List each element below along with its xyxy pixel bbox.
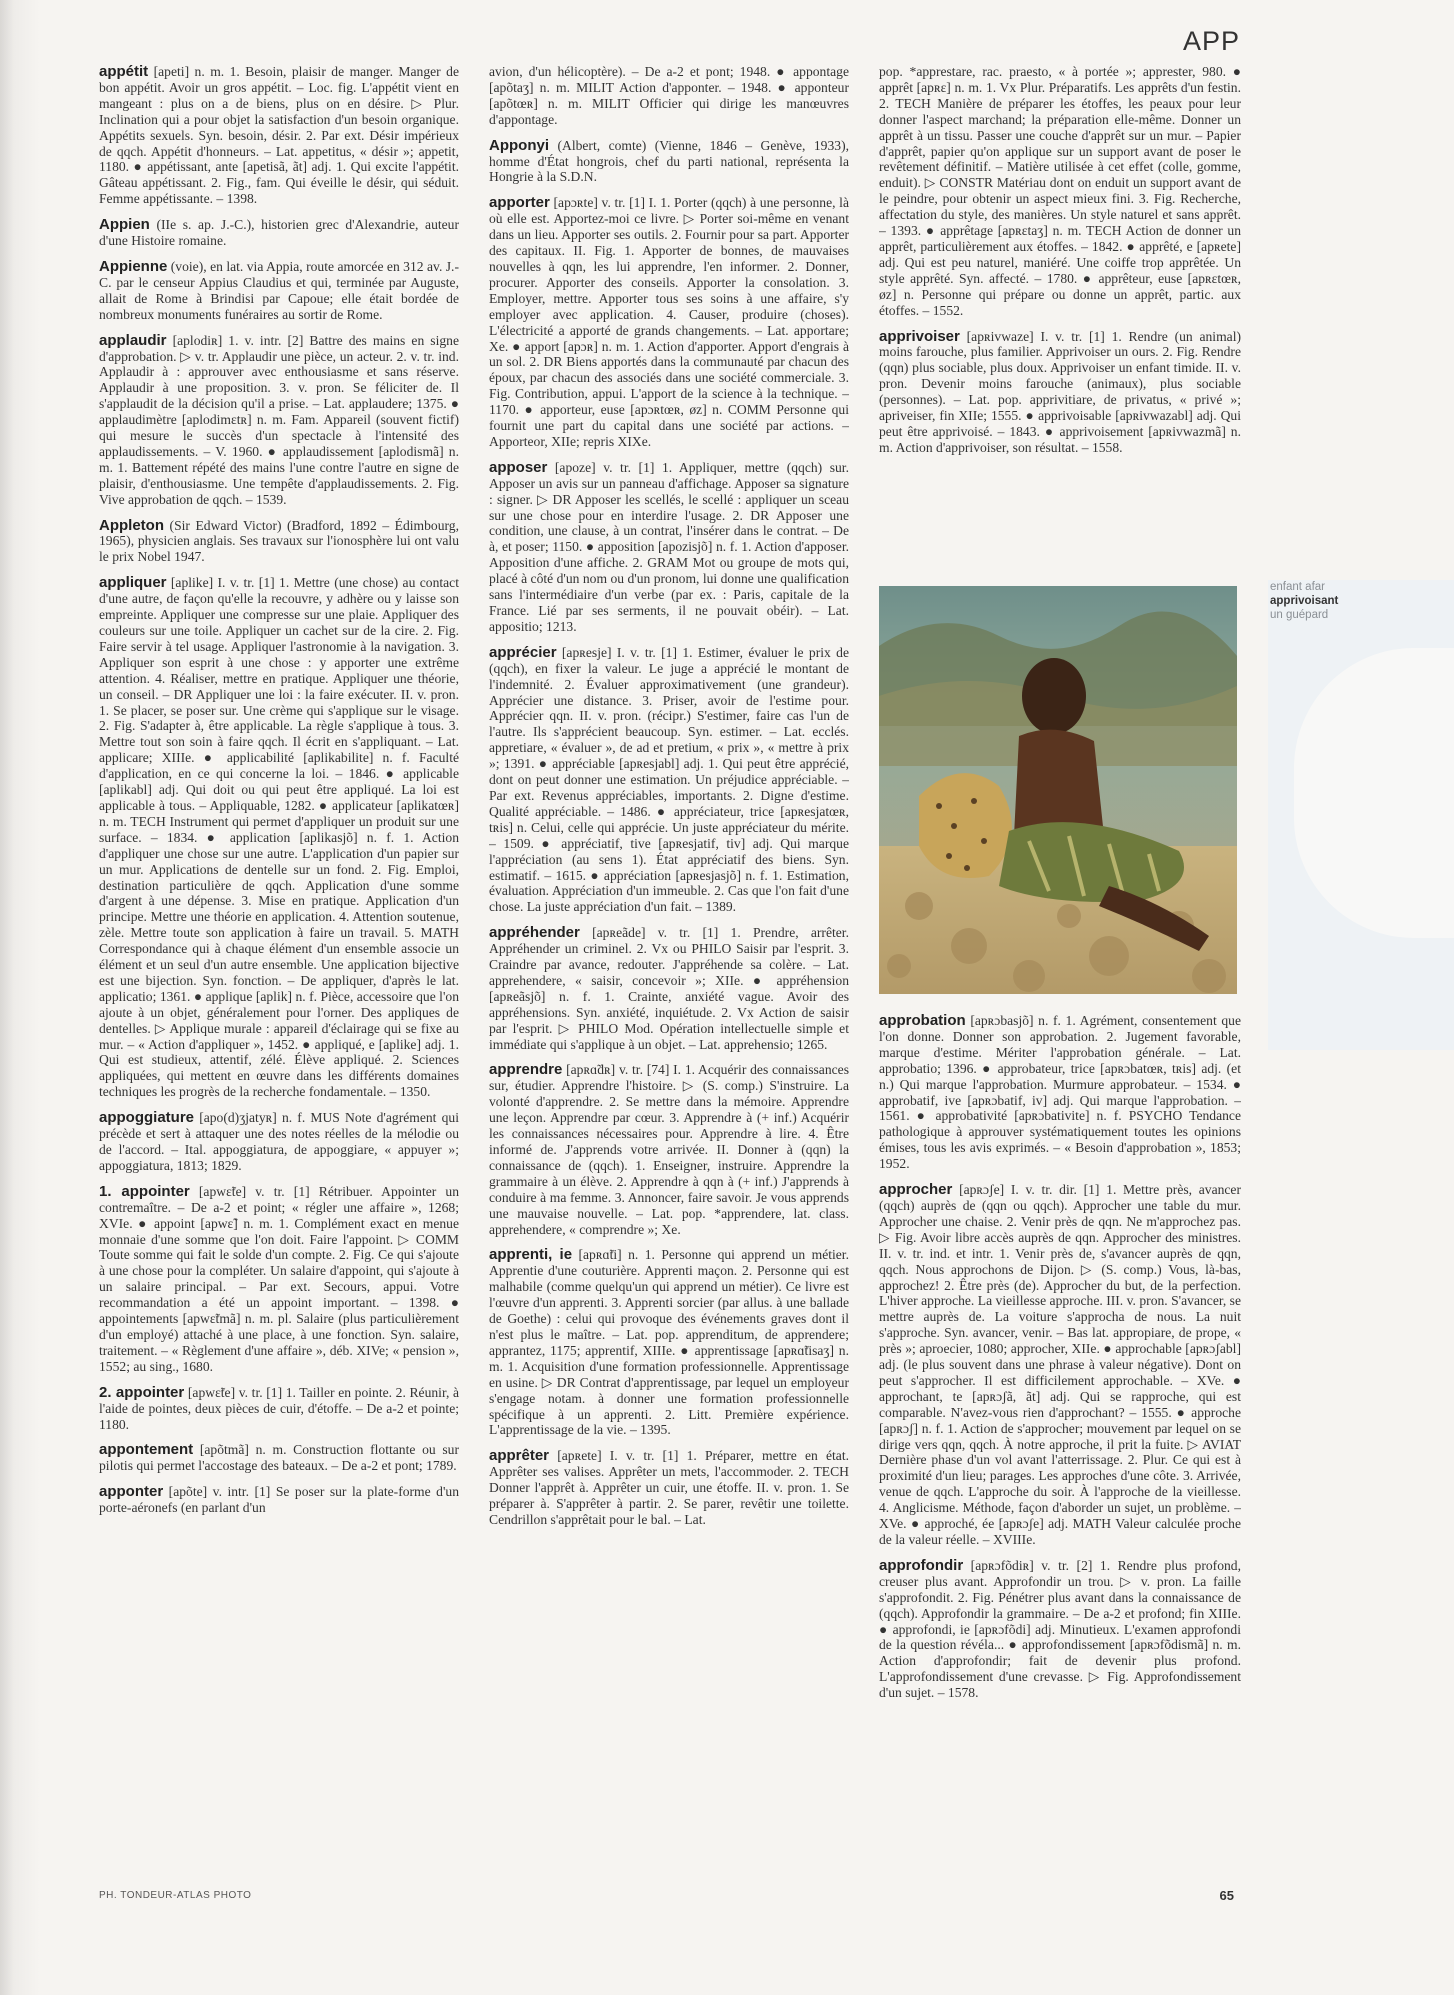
definition-text: [apʀesje] I. v. tr. [1] 1. Estimer, évaluer le prix de (qqch), en fixer la valeur. Le juge a apprécié le montant de l'indemnité. 2. Évaluer approximativement (une grandeur). Apprécier une distance. 3. Priser, avoir de l'estime pour. Apprécier qqn. II. v. pron. (récipr.) S'estimer, faire cas l'un de l'autre. Ils s'apprécient beaucoup. Syn. estimer. – Lat. ecclés. appretiare, « évaluer », de ad et pretium, « prix », « mettre à prix »; 1391. ● appréciable [apʀesjabl] adj. 1. Qui peut être apprécié, dont on peut donner une estimation. Un préjudice appréciable. – Par ext. Revenus appréciables, importants. 2. Digne d'estime. Qualité appréciable. – 1486. ● appréciateur, trice [apʀesjatœʀ, tʀis] n. Celui, celle qui apprécie. Un juste appréciateur du mérite. – 1509. ● appréciatif, tive [apʀesjatif, tiv] adj. Qui marque l'appréciation (au sens 1). État appréciatif des biens. Syn. estimatif. – 1615. ● appréciation [apʀesjasjõ] n. f. 1. Estimation, évaluation. Appréciation d'un immeuble. 2. Cas que l'on fait d'une chose. La juste appréciation d'un fait. – 1389.: [489, 644, 849, 915]
definition-text: [apõtmã] n. m. Construction flottante ou sur pilotis qui permet l'accostage des bateaux. – De a-2 et pont; 1789.: [99, 1442, 459, 1474]
dictionary-entry: [489, 1247, 849, 1438]
definition-text: [apʀɔfõdiʀ] v. tr. [2] 1. Rendre plus profond, creuser plus avant. Approfondir un trou. ▷ v. pron. La faille s'approfondit. 2. Fig. Pénétrer plus avant dans la connaissance de (qqch). Approfondir la grammaire. – De a-2 et profond; fin XIIIe. ● approfondi, ie [apʀɔfõdi] adj. Minutieux. L'examen approfondi de la question révéla... ● approfondissement [apʀɔfõdismã] n. m. Action d'approfondir; fait de devenir plus profond. L'approfondissement d'une crevasse. ▷ Fig. Approfondissement d'un sujet. – 1578.: [879, 1557, 1241, 1701]
dictionary-entry: [99, 518, 459, 566]
definition-text: (IIe s. ap. J.-C.), historien grec d'Alexandrie, auteur d'une Histoire romaine.: [99, 217, 459, 249]
dictionary-entry: [489, 1448, 849, 1528]
definition-text: [apeti] n. m. 1. Besoin, plaisir de manger. Manger de bon appétit. Avoir un gros appétit. – Loc. fig. L'appétit vient en mangeant : plus on a de biens, plus on en désire. ▷ Plur. Inclination qui a pour objet la satisfaction d'un besoin organique. Appétits sexuels. Syn. besoin, désir. 2. Par ext. Désir impérieux de qqch. Appétit d'honneurs. – Lat. appetitus, « désir »; appetit, 1180. ● appétissant, ante [apetisã, ãt] adj. 1. Qui excite l'appétit. Gâteau appétissant. 2. Fig., fam. Qui éveille le désir, qui séduit. Femme appétissante. – 1398.: [99, 64, 459, 207]
dictionary-entry: [99, 1484, 459, 1516]
definition-text: [apʀeãde] v. tr. [1] 1. Prendre, arrêter. Appréhender un criminel. 2. Vx ou PHILO Saisir par l'esprit. 3. Craindre par avance, redouter. J'appréhende sa colère. – Lat. apprehendere, « saisir, concevoir »; XIIe. ● appréhension [apʀeãsjõ] n. f. 1. Crainte, anxiété vague. Avoir des appréhensions. Syn. anxiété, inquiétude. 2. Vx Action de saisir par l'esprit. ▷ PHILO Mod. Opération intellectuelle simple et immédiate qui s'applique à un objet. – Lat. apprehensio; 1265.: [489, 925, 849, 1052]
headword: 2. appointer: [99, 1383, 185, 1401]
dictionary-entry: [489, 460, 849, 635]
headword: appétit: [99, 64, 149, 80]
headword: approbation: [879, 1013, 966, 1029]
headword: apprendre: [489, 1061, 563, 1079]
dictionary-entry: [99, 575, 459, 1100]
definition-text: [apɔʀte] v. tr. [1] I. 1. Porter (qqch) à une personne, là où elle est. Apportez-moi ce livre. ▷ Porter soi-même en venant dans un lieu. Apporter ses outils. 2. Fournir pour sa part. Apporter des capitaux. II. Fig. 1. Apporter de bonnes, de mauvaises nouvelles à qqn, les lui apprendre, l'en informer. 2. Donner, procurer. Apporter des conseils. Apporter la consolation. 3. Employer, mettre. Apporter tous ses soins à une affaire, s'y employer avec application. 4. Causer, produire (choses). L'électricité a apporté de grands changements. – Lat. apportare; Xe. ● apport [apɔʀ] n. m. 1. Action d'apporter. Apport d'engrais à un sol. 2. DR Biens apportés dans la communauté par chacun des époux, par chacun des associés dans une société commerciale. 3. Fig. Contribution, appui. L'apport de la science à la technique. – 1170. ● apporteur, euse [apɔʀtœʀ, øz] n. COMM Personne qui fournit une part du capital dans une société par actions. – Apporteor, XIIe; repris XIXe.: [489, 195, 849, 449]
page-number: 65: [1219, 1888, 1234, 1903]
headword: Appleton: [99, 516, 164, 534]
dictionary-entry: [99, 333, 459, 508]
headword: apponter: [99, 1483, 164, 1501]
dictionary-entry: [489, 195, 849, 450]
dictionary-entry: [489, 64, 849, 128]
definition-text: avion, d'un hélicoptère). – De a-2 et pont; 1948. ● appontage [apõtaʒ] n. m. MILIT Action d'apponter. – 1948. ● apponteur [apõtœʀ] n. m. MILIT Officier qui dirige les manœuvres d'appontage.: [489, 64, 849, 127]
dictionary-entry: [99, 1442, 459, 1474]
column-2: [489, 64, 849, 1844]
dictionary-entry: [879, 1182, 1241, 1548]
photo-credit: PH. TONDEUR-ATLAS PHOTO: [99, 1890, 252, 1901]
dictionary-entry: [489, 925, 849, 1052]
definition-text: [aplodiʀ] 1. v. intr. [2] Battre des mains en signe d'approbation. ▷ v. tr. Applaudir une pièce, un acteur. 2. v. tr. ind. Applaudir à : approuver avec enthousiasme et sans réserve. Applaudir à une proposition. 3. v. pron. Se féliciter de. Il s'applaudit de la décision qu'il a prise. – Lat. applaudere; 1375. ● applaudimètre [aplodimɛtʀ] n. m. Fam. Appareil (souvent fictif) qui mesure le succès d'un spectacle à l'intensité des applaudissements. – V. 1960. ● applaudissement [aplodismã] n. m. 1. Battement répété des mains l'une contre l'autre en signe de plaisir, d'enthousiasme. Une tempête d'applaudissements. 2. Fig. Vive approbation de qqch. – 1539.: [99, 332, 459, 507]
definition-text: [aplike] I. v. tr. [1] 1. Mettre (une chose) au contact d'une autre, de façon qu'elle la recouvre, y adhère ou y laisse son empreinte. Appliquer une compresse sur une plaie. Appliquer des couleurs sur une toile. Appliquer un cachet sur de la cire. 2. Fig. Faire servir à tel usage. Appliquer l'astronomie à la navigation. 3. Appliquer son esprit à une chose : y apporter une extrême attention. 4. Réaliser, mettre en pratique. Appliquer une théorie, un conseil. – DR Appliquer une loi : la faire exécuter. II. v. pron. 1. Se placer, se poser sur. Une crème qui s'applique sur le visage. 2. Fig. S'adapter à, être applicable. La règle s'applique à tous. 3. Mettre tout son soin à faire qqch. Il écrit en s'appliquant. – Lat. applicare; XIIIe. ● applicabilité [aplikabilite] n. f. Faculté d'application, en ce qui concerne la loi. – 1846. ● applicable [aplikabl] adj. Qui doit ou qui peut être appliqué. La loi est applicable à tous. – Appliquable, 1282. ● applicateur [aplikatœʀ] n. m. TECH Instrument qui permet d'appliquer un produit sur une surface. – 1834. ● application [aplikasjõ] n. f. 1. Action d'appliquer une chose sur une autre. L'application d'un papier sur un mur. Applications de dentelle sur un fond. 2. Fig. Emploi, destination particulière de qqch. Application d'une somme d'argent à une dépense. 3. Mise en pratique. Application d'un principe. Mettre une théorie en application. 4. Attention soutenue, zèle. Mettre toute son application à faire un travail. 5. MATH Correspondance qui à chaque élément d'un ensemble associe un élément et un seul d'un autre ensemble. Une application bijective est une bijection. Syn. fonction. – De appliquer, d'après le lat. applicatio; 1361. ● applique [aplik] n. f. Pièce, accessoire que l'on ajoute à un objet, généralement pour l'orner. Des appliques de dentelles. ▷ Applique murale : appareil d'éclairage qui se fixe au mur. – « Action d'appliquer », 1452. ● appliqué, e [aplike] adj. 1. Qui est studieux, attentif, zélé. Élève appliqué. 2. Sciences appliquées, qui mettent en œuvre dans les différents domaines techniques les progrès de la recherche fondamentale. – 1350.: [99, 575, 459, 1100]
headword: appontement: [99, 1441, 194, 1459]
definition-text: [apʀɑ̃ti] n. 1. Personne qui apprend un métier. Apprentie d'une couturière. Apprenti maçon. 2. Personne qui est malhabile (comme quelqu'un qui apprend un métier). Ce livre est l'œuvre d'un apprenti. 3. Apprenti sorcier (par allus. à une ballade de Goethe) : celui qui provoque des événements graves dont il n'est plus le maître. – Lat. pop. apprenditum, de apprendere; apprantez, 1175; apprentif, XIIIe. ● apprentissage [apʀɑ̃tisaʒ] n. m. 1. Acquisition d'une formation professionnelle. Apprentissage en usine. ▷ DR Contrat d'apprentissage, par lequel un employeur s'engage notam. à donner une formation professionnelle spécifique à un apprenti. 2. Litt. Première expérience. L'apprentissage de la vie. – 1395.: [489, 1247, 849, 1438]
dictionary-entry: [489, 1062, 849, 1237]
photo-child-cheetah: [879, 586, 1237, 994]
definition-text: [apʀɔʃe] I. v. tr. dir. [1] 1. Mettre près, avancer (qqch) auprès de (qqn ou qqch). Approcher une table du mur. Approcher une chaise. 2. Venir près de qqn. Ne m'approchez pas. ▷ Fig. Avoir libre accès auprès de qqn. Approcher des ministres. II. v. tr. ind. et intr. 1. Venir près de, s'avancer auprès de qqn, qqch. Nous approchons de Dijon. ▷ (S. comp.) Vous, là-bas, approchez! 2. Être près (de). Approcher du but, de la perfection. L'hiver approche. La vieillesse approche. III. v. pron. S'avancer, se mettre auprès de. La voiture s'approcha de nous. La nuit s'approche. Syn. avancer, venir. – Bas lat. appropiare, de prope, « près »; aproecier, 1080; approcher, XIIe. ● approchable [apʀɔʃabl] adj. (le plus souvent dans une phrase à valeur négative). Dont on peut s'approcher. Il est difficilement approchable. – XVe. ● approchant, te [apʀɔʃã, ãt] adj. Qui se rapproche, qui est comparable. N'avez-vous rien d'approchant? – 1555. ● approche [apʀɔʃ] n. f. 1. Action de s'approcher; mouvement par lequel on se dirige vers qqn, qqch. À notre approche, il prit la fuite. ▷ AVIAT Dernière phase d'un vol avant l'atterrissage. 2. Plur. Ce qui est à proximité d'un lieu; parages. Les approches d'une côte. 3. Arrivée, venue de qqch. L'approche du soir. À l'approche de la vieillesse. 4. Anglicisme. Méthode, façon d'aborder un sujet, un problème. – XVe. ● approché, ée [apʀɔʃe] adj. MATH Valeur calculée proche de la valeur réelle. – XVIIIe.: [879, 1182, 1241, 1547]
headword: appoggiature: [99, 1109, 195, 1127]
definition-text: [apʀɑ̃dʀ] v. tr. [74] I. 1. Acquérir des connaissances sur, étudier. Apprendre l'histoire. ▷ (S. comp.) S'instruire. La volonté d'apprendre. 2. Se mettre dans la mémoire. Apprendre une leçon. Apprendre par cœur. 3. Apprendre à (+ inf.) Acquérir les connaissances nécessaires pour. Apprendre à lire. 4. Être informé de. J'apprends votre arrivée. II. Donner à (qqn) la connaissance de (qqch). 1. Enseigner, instruire. Apprendre la grammaire à un élève. 2. Apprendre à qqn à (+ inf.) J'apprends à conduire à ma femme. 3. Annoncer, faire savoir. Je vous apprends une mauvaise nouvelle. – Lat. pop. *apprendere, lat. class. apprehendere, « comprendre »; Xe.: [489, 1062, 849, 1237]
definition-text: [apõte] v. intr. [1] Se poser sur la plate-forme d'un porte-aéronefs (en parlant d'un: [99, 1484, 459, 1516]
definition-text: (voie), en lat. via Appia, route amorcée en 312 av. J.-C. par le censeur Appius Claudius et qui, terminée par Auguste, allait de Rome à Brindisi par Capoue; elle était bordée de nombreux monuments funéraires au sortir de Rome.: [99, 258, 459, 322]
headword: applaudir: [99, 331, 167, 349]
headword: apprêter: [489, 1447, 550, 1465]
headword: 1. appointer: [99, 1182, 190, 1200]
headword: approfondir: [879, 1556, 964, 1574]
photo-illustration: [879, 586, 1237, 994]
definition-text: [apʀivwaze] I. v. tr. [1] 1. Rendre (un animal) moins farouche, plus familier. Apprivoiser un ours. 2. Fig. Rendre (qqn) plus sociable, plus doux. Apprivoiser un enfant timide. II. v. pron. Devenir moins farouche (animaux), plus sociable (personnes). – Lat. pop. apprivitiare, de privatus, « privé »; apriveiser, fin XIIe; 1555. ● apprivoisable [apʀivwazabl] adj. Qui peut être apprivoisé. – 1843. ● apprivoisement [apʀivwazmã] n. m. Action d'apprivoiser, son résultat. – 1558.: [879, 328, 1241, 455]
dictionary-entry: [879, 64, 1241, 319]
definition-text: (Sir Edward Victor) (Bradford, 1892 – Édimbourg, 1965), physicien anglais. Ses travaux sur l'ionosphère lui ont valu le prix Nobel 1947.: [99, 517, 459, 565]
headword: Apponyi: [489, 136, 549, 154]
definition-text: [apoze] v. tr. [1] 1. Appliquer, mettre (qqch) sur. Apposer un avis sur un panneau d'affichage. Apposer sa signature : signer. ▷ DR Apposer les scellés, le scellé : appliquer un sceau sur une chose pour en interdire l'usage. 2. DR Apposer une condition, une clause, à un contrat, l'insérer dans le contrat. – De à, et poser; 1150. ● apposition [apozisjõ] n. f. 1. Action d'apposer. Apposition d'une affiche. 2. GRAM Mot ou groupe de mots qui, placé à côté d'un nom ou d'un pronom, lui donne une qualification sans l'intermédiaire d'un verbe (par ex. : Paris, capitale de la France. Lié par ses serments, il ne pouvait obéir). – Lat. appositio; 1213.: [489, 459, 849, 634]
dictionary-entry: [99, 1184, 459, 1375]
dictionary-entry: [489, 138, 849, 186]
caption-line-1: enfant afar: [1270, 581, 1325, 593]
headword: appréhender: [489, 924, 580, 942]
dictionary-entry: [879, 329, 1241, 456]
dictionary-entry: [489, 645, 849, 915]
definition-text: pop. *apprestare, rac. praesto, « à portée »; apprester, 980. ● apprêt [apʀɛ] n. m. 1. Vx Plur. Préparatifs. Les apprêts d'un festin. 2. TECH Manière de préparer les étoffes, les peaux pour leur donner l'aspect marchand; la préparation elle-même. Donner un apprêt à un tissu. Passer une couche d'apprêt sur un mur. – Papier d'apprêt, papier qu'on applique sur un support avant de poser le revêtement définitif. – Matière utilisée à cet effet (colle, gomme, enduit). ▷ CONSTR Matériau dont on enduit un support avant de le peindre, pour obtenir un aspect mieux fini. 3. Fig. Recherche, affectation du style, des manières. Un style naturel et sans apprêt. – 1393. ● apprêtage [apʀɛtaʒ] n. m. TECH Action de donner un apprêt, particulièrement aux étoffes. – 1842. ● apprêté, e [apʀete] adj. Qui est peu naturel, maniéré. Une coiffe trop apprêtée. Un style apprêté. Syn. affecté. – 1780. ● apprêteur, euse [apʀɛtœʀ, øz] n. Personne qui prépare ou donne un apprêt, partic. aux étoffes. – 1552.: [879, 64, 1241, 318]
headword: apporter: [489, 194, 550, 212]
definition-text: (Albert, comte) (Vienne, 1846 – Genève, 1933), homme d'État hongrois, chef du parti national, représenta la Hongrie à la S.D.N.: [489, 137, 849, 185]
caption-line-2: apprivoisant: [1270, 595, 1339, 607]
headword: apposer: [489, 458, 548, 476]
headword: Appienne: [99, 257, 168, 275]
caption-line-3: un guépard: [1270, 609, 1329, 621]
column-3-bottom: [879, 1013, 1241, 1833]
headword: apprécier: [489, 643, 557, 661]
headword: appliquer: [99, 574, 167, 592]
dictionary-entry: [879, 1013, 1241, 1172]
headword: approcher: [879, 1181, 953, 1199]
definition-text: [apʀete] I. v. tr. [1] 1. Préparer, mettre en état. Apprêter ses valises. Apprêter un mets, l'accommoder. 2. TECH Donner l'apprêt à. Apprêter un cuir, une étoffe. II. v. pron. 1. Se préparer à. S'apprêter à partir. 2. Se parer, revêtir une toilette. Cendrillon s'apprêtait pour le bal. – Lat.: [489, 1448, 849, 1527]
running-head: APP: [1182, 26, 1240, 56]
definition-text: [apo(d)ʒjatyʀ] n. f. MUS Note d'agrément qui précède et sert à attaquer une des notes réelles de la mélodie ou de l'accord. – Ital. appoggiatura, de appoggiare, « appuyer »; appoggiatura, 1813; 1829.: [99, 1110, 459, 1173]
dictionary-entry: [99, 1110, 459, 1174]
column-1: [99, 64, 459, 1844]
dictionary-entry: [99, 217, 459, 249]
definition-text: [apwɛ̃te] v. tr. [1] Rétribuer. Appointer un contremaître. – De a-2 et point; « régler une affaire », 1268; XVIe. ● appoint [apwɛ̃] n. m. 1. Complément exact en menue monnaie d'une somme que l'on doit. Faire l'appoint. ▷ COMM Toute somme qui fait le solde d'un compte. 2. Fig. Ce qui s'ajoute à une chose pour la compléter. Un salaire d'appoint, qui s'ajoute à un salaire principal. – Par ext. Secours, appui. Votre recommandation a été un appoint important. – 1398. ● appointements [apwɛ̃tmã] n. m. pl. Salaire (plus particulièrement d'un employé) attaché à une place, à une fonction. Syn. salaire, traitement. – « Règlement d'une affaire », déb. XIVe; « pension », 1552; au sing., 1680.: [99, 1183, 459, 1374]
definition-text: [apwɛ̃te] v. tr. [1] 1. Tailler en pointe. 2. Réunir, à l'aide de pointes, deux pièces de cuir, d'étoffe. – De a-2 et pointe; 1180.: [99, 1384, 459, 1432]
column-3-top: [879, 64, 1241, 574]
dictionary-entry: [99, 64, 459, 207]
headword: apprenti, ie: [489, 1246, 573, 1264]
photo-caption: [1270, 580, 1390, 622]
dictionary-entry: [879, 1558, 1241, 1701]
headword: apprivoiser: [879, 327, 960, 345]
headword: Appien: [99, 216, 150, 234]
dictionary-entry: [99, 1385, 459, 1433]
dictionary-entry: [99, 259, 459, 323]
definition-text: [apʀɔbasjõ] n. f. 1. Agrément, consentement que l'on donne. Donner son approbation. 2. Jugement favorable, marque d'estime. Mériter l'approbation générale. – Lat. approbatio; 1396. ● approbateur, trice [apʀɔbatœʀ, tʀis] adj. (et n.) Qui marque l'approbation. Murmure approbateur. – 1534. ● approbatif, ive [apʀɔbatif, iv] adj. Qui marque l'approbation. – 1561. ● approbativité [apʀɔbativite] n. f. PSYCHO Tendance pathologique à approuver systématiquement toutes les opinions émises, tous les avis exprimés. – « Besoin d'approbation », 1853; 1952.: [879, 1013, 1241, 1172]
